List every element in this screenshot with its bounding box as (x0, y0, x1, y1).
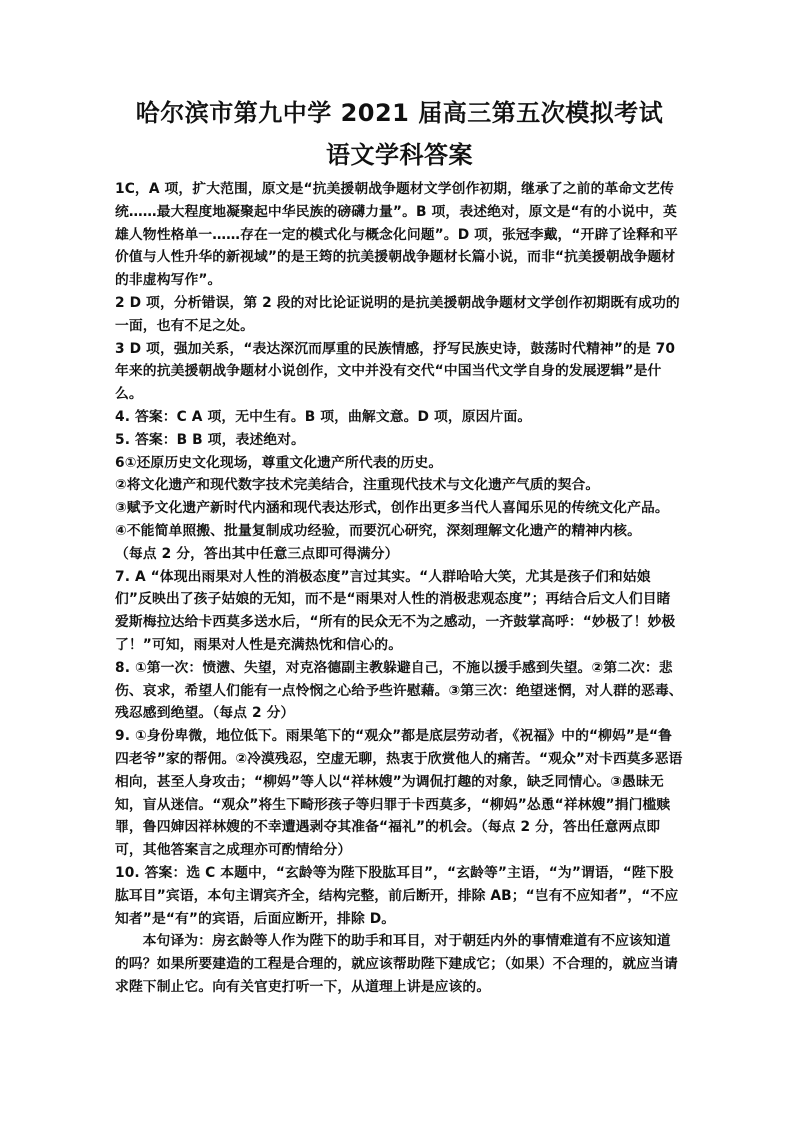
answer-paragraph: 3 D 项，强加关系，“表达深沉而厚重的民族情感，抒写民族史诗，鼓荡时代精神”的是 70 年来的抗美援朝战争题材小说创作，文中并没有交代“中国当代文学自身的发展逻辑”是什么。 (115, 340, 676, 403)
document-subtitle: 语文学科答案 (326, 141, 473, 169)
answer-paragraph: 7. A “体现出雨果对人性的消极态度”言过其实。“人群哈哈大笑，尤其是孩子们和姑娘们”反映出了孩子姑娘的无知，而不是“雨果对人性的消极悲观态度”；再结合后文人们目睹爱斯梅拉达给卡西莫多送水后，“所有的民众无不为之感动，一齐鼓掌高呼：“妙极了！妙极了！”可知，雨果对人性是充满热忱和信心的。 (115, 568, 676, 653)
translation-paragraph: 本句译为：房玄龄等人作为陛下的助手和耳目，对于朝廷内外的事情难道有不应该知道的吗？如果所要建造的工程是合理的，就应该帮助陛下建成它；（如果）不合理的，就应当请求陛下制止它。向有关官吏打听一下，从道理上讲是应该的。 (115, 933, 678, 995)
answer-paragraph: （每点 2 分，答出其中任意三点即可得满分） (115, 545, 399, 562)
answer-paragraph: 9. ①身份卑微，地位低下。雨果笔下的“观众”都是底层劳动者，《祝福》中的“柳妈”是“鲁四老爷”家的帮佣。②冷漠残忍，空虚无聊，热衷于欣赏他人的痛苦。“观众”对卡西莫多恶语相向，甚至人身攻击；“柳妈”等人以“祥林嫂”为调侃打趣的对象，缺乏同情心。③愚昧无知，盲从迷信。“观众”将生下畸形孩子等归罪于卡西莫多，“柳妈”怂恿“祥林嫂”捐门槛赎罪，鲁四婶因祥林嫂的不幸遭遇剥夺其准备“福礼”的机会。（每点 2 分，答出任意两点即可，其他答案言之成理亦可酌情给分） (115, 728, 683, 859)
answer-paragraph: 5. 答案：B B 项，表述绝对。 (115, 431, 305, 448)
answer-paragraph: ④不能简单照搬、批量复制成功经验，而要沉心研究，深刻理解文化遗产的精神内核。 (115, 522, 641, 539)
answer-paragraph: 10. 答案：选 C 本题中，“玄龄等为陛下股肱耳目”，“玄龄等”主语，“为”谓语，“陛下股肱耳目”宾语，本句主谓宾齐全，结构完整，前后断开，排除 AB；“岂有不应知者”，“不应知者”是“有”的宾语，后面应断开，排除 D。 (115, 864, 679, 927)
answer-paragraph: ③赋予文化遗产新时代内涵和现代表达形式，创作出更多当代人喜闻乐见的传统文化产品。 (115, 500, 669, 517)
answer-paragraph: 2 D 项，分析错误，第 2 段的对比论证说明的是抗美援朝战争题材文学创作初期既有成功的一面，也有不足之处。 (115, 294, 680, 334)
answer-body (115, 178, 684, 999)
answer-paragraph: 1C，A 项，扩大范围，原文是“抗美援朝战争题材文学创作初期，继承了之前的革命文艺传统……最大程度地凝聚起中华民族的磅礴力量”。B 项，表述绝对，原文是“有的小说中，英雄人物性格单一……存在一定的模式化与概念化问题”。D 项，张冠李戴，“开辟了诠释和平价值与人性升华的新视域”的是王筠的抗美援朝战争题材长篇小说，而非“抗美援朝战争题材的非虚构写作”。 (115, 181, 678, 289)
answer-paragraph: 6①还原历史文化现场，尊重文化遗产所代表的历史。 (115, 454, 443, 471)
answer-paragraph: ②将文化遗产和现代数字技术完美结合，注重现代技术与文化遗产气质的契合。 (115, 477, 600, 494)
answer-paragraph: 8. ①第一次：愤懑、失望，对克洛德副主教躲避自己，不施以援手感到失望。②第二次：悲伤、哀求，希望人们能有一点怜悯之心给予些许慰藉。③第三次：绝望迷惘，对人群的恶毒、残忍感到绝望。（每点 2 分） (115, 659, 683, 722)
document-title: 哈尔滨市第九中学 2021 届高三第五次模拟考试 (135, 99, 664, 127)
answer-paragraph: 4. 答案：C A 项，无中生有。B 项，曲解文意。D 项，原因片面。 (115, 408, 532, 425)
